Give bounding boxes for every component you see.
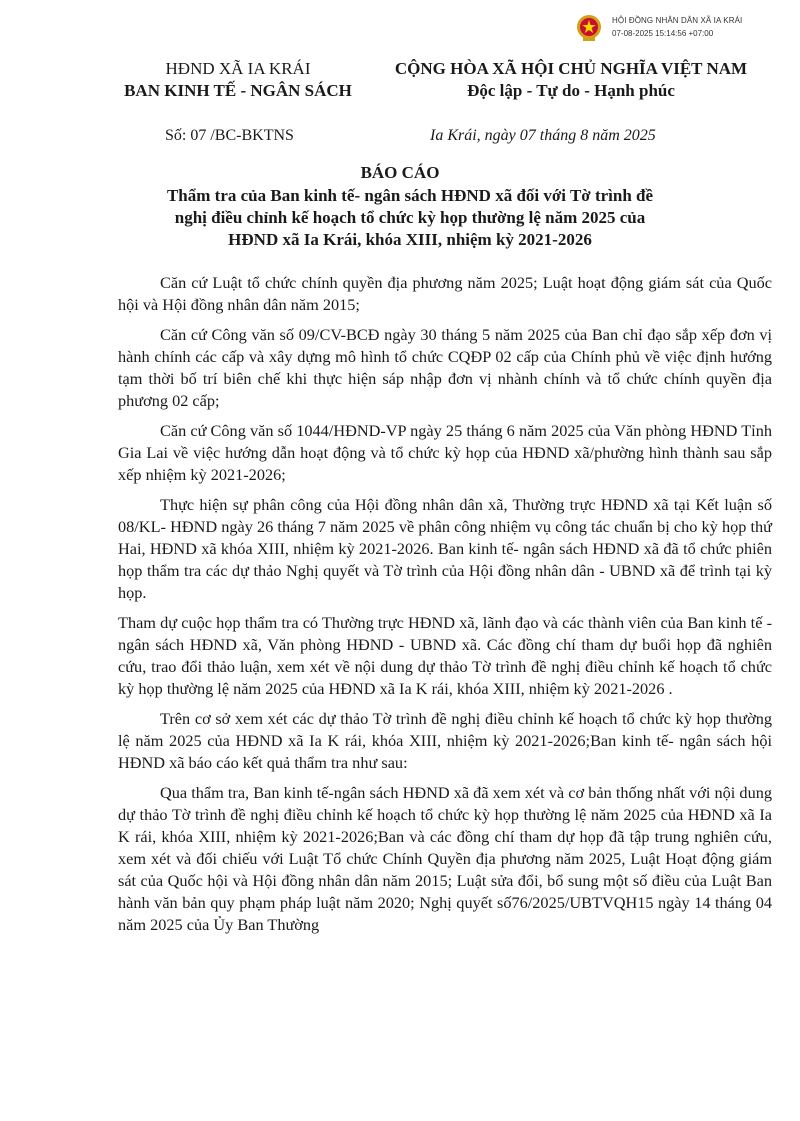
national-motto: Độc lập - Tự do - Hạnh phúc xyxy=(467,81,675,100)
place-and-date: Ia Krái, ngày 07 tháng 8 năm 2025 xyxy=(430,127,656,144)
stamp-timestamp: 07-08-2025 15:14:56 +07:00 xyxy=(612,29,714,38)
paragraph-7: Qua thẩm tra, Ban kinh tế-ngân sách HĐND xã đã xem xét và cơ bản thống nhất với nội dung dự thảo Tờ trình đề nghị điều chỉnh kế hoạch tổ chức kỳ họp thường lệ năm 2025 của HĐND xã Ia K rái, khóa XIII, nhiệm kỳ 2021-2026;Ban và các đồng chí tham dự họp đã tập trung nghiên cứu, xem xét và đối chiếu với Luật Tổ chức Chính Quyền địa phương năm 2025, Luật Hoạt động giám sát của Quốc hội và Hội đồng nhân dân năm 2015; Luật sửa đổi, bổ sung một số điều của Luật Ban hành văn bản quy phạm pháp luật năm 2020; Nghị quyết số76/2025/UBTVQH15 ngày 14 tháng 04 năm 2025 của Ủy Ban Thường xyxy=(118,783,772,934)
paragraph-1: Căn cứ Luật tổ chức chính quyền địa phương năm 2025; Luật hoạt động giám sát của Quốc hội và Hội đồng nhân dân năm 2015; xyxy=(118,273,772,314)
document-body xyxy=(118,272,772,944)
national-emblem-icon xyxy=(576,14,602,42)
paragraph-3: Căn cứ Công văn số 1044/HĐND-VP ngày 25 tháng 6 năm 2025 của Văn phòng HĐND Tỉnh Gia Lai về việc hướng dẫn hoạt động và tổ chức kỳ họp của HĐND xã/phường hình thành sau sắp xếp nhiệm kỳ 2021-2026; xyxy=(118,421,772,484)
committee-name: BAN KINH TẾ - NGÂN SÁCH xyxy=(124,81,352,100)
document-subtitle: Thẩm tra của Ban kinh tế- ngân sách HĐND xã đối với Tờ trình đề nghị điều chỉnh kế hoạch tổ chức kỳ họp thường lệ năm 2025 của HĐND xã Ia Krái, khóa XIII, nhiệm kỳ 2021-2026 xyxy=(166,186,654,249)
paragraph-2: Căn cứ Công văn số 09/CV-BCĐ ngày 30 tháng 5 năm 2025 của Ban chỉ đạo sắp xếp đơn vị hành chính các cấp và xây dựng mô hình tổ chức CQĐP 02 cấp của Chính phủ về việc định hướng tạm thời bố trí biên chế khi thực hiện sáp nhập đơn vị nhành chính và tổ chức chính quyền địa phương 02 cấp; xyxy=(118,325,772,410)
paragraph-5: Tham dự cuộc họp thẩm tra có Thường trực HĐND xã, lãnh đạo và các thành viên của Ban kinh tế - ngân sách HĐND xã, Văn phòng HĐND - UBND xã. Các đồng chí tham dự buổi họp đã nghiên cứu, trao đổi thảo luận, xem xét về nội dung dự thảo Tờ trình đề nghị điều chỉnh kế hoạch tổ chức kỳ họp thường lệ năm 2025 của HĐND xã Ia K rái, khóa XIII, nhiệm kỳ 2021-2026 . xyxy=(118,613,772,698)
digital-signature-stamp xyxy=(570,12,792,48)
stamp-organization: HỘI ĐỒNG NHÂN DÂN XÃ IA KRÁI xyxy=(612,16,743,25)
paragraph-4: Thực hiện sự phân công của Hội đồng nhân dân xã, Thường trực HĐND xã tại Kết luận số 08/KL- HĐND ngày 26 tháng 7 năm 2025 về phân công nhiệm vụ công tác chuẩn bị cho kỳ họp thứ Hai, HĐND xã khóa XIII, nhiệm kỳ 2021-2026. Ban kinh tế- ngân sách HĐND xã đã tổ chức phiên họp thẩm tra các dự thảo Nghị quyết và Tờ trình của Hội đồng nhân dân - UBND xã để trình tại kỳ họp. xyxy=(118,495,772,602)
issuing-agency-header xyxy=(118,58,358,102)
paragraph-6: Trên cơ sở xem xét các dự thảo Tờ trình đề nghị điều chỉnh kế hoạch tổ chức kỳ họp thường lệ năm 2025 của HĐND xã Ia K rái, khóa XIII, nhiệm kỳ 2021-2026;Ban kinh tế- ngân sách hội HĐND xã báo cáo kết quả thẩm tra như sau: xyxy=(118,709,772,772)
document-number: Số: 07 /BC-BKTNS xyxy=(165,127,294,144)
document-title: BÁO CÁO xyxy=(360,163,440,182)
country-name: CỘNG HÒA XÃ HỘI CHỦ NGHĨA VIỆT NAM xyxy=(394,59,748,78)
agency-name: HĐND XÃ IA KRÁI xyxy=(165,59,311,78)
national-header xyxy=(366,58,776,102)
